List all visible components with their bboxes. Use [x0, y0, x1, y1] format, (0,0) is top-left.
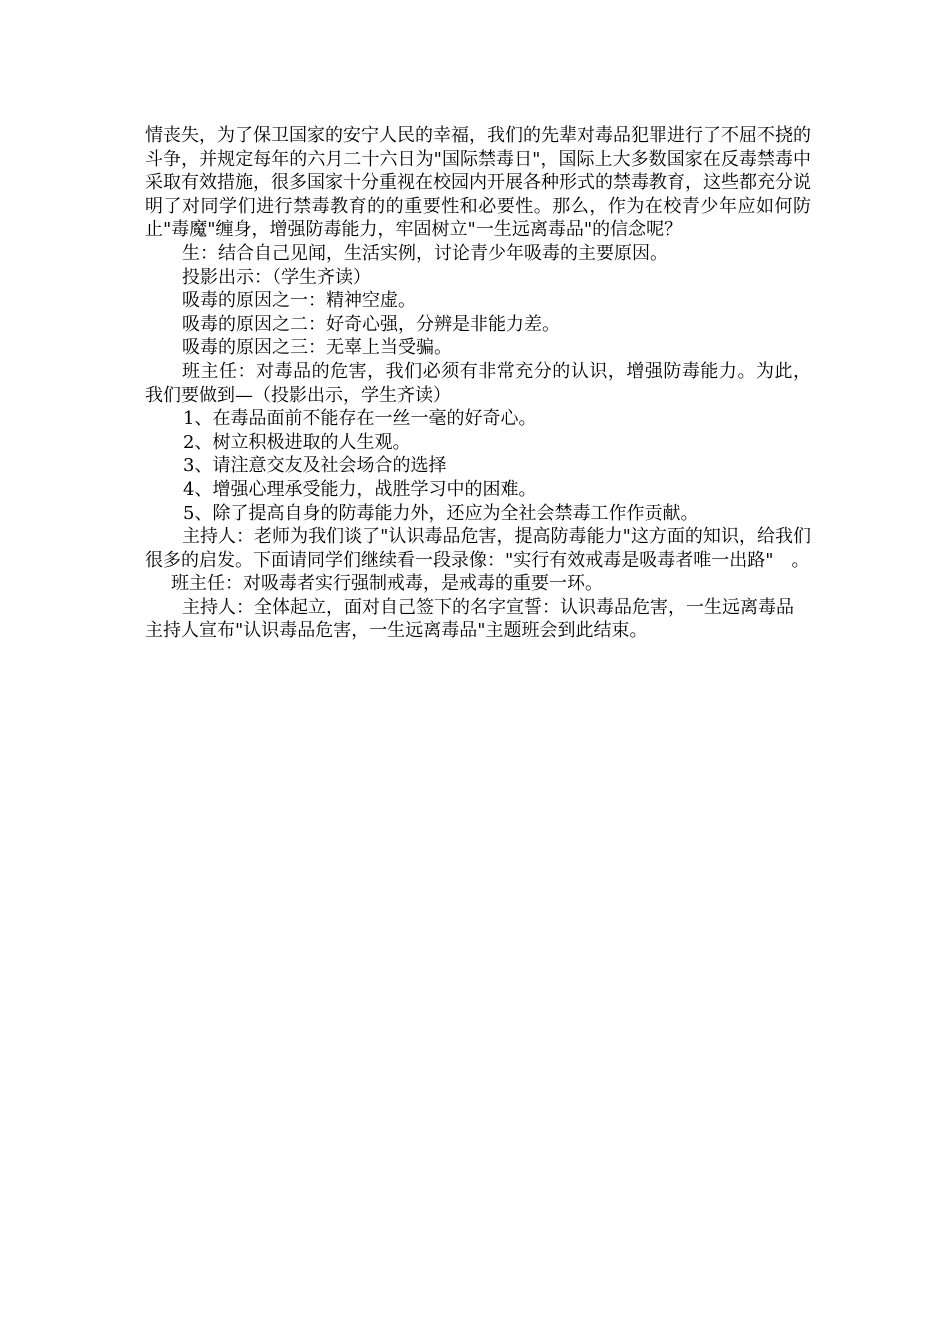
paragraph-teacher-remarks: 班主任：对毒品的危害，我们必须有非常充分的认识，增强防毒能力。为此，我们要做到—（投影出示，学生齐读） [145, 360, 811, 406]
list-item-1: 1、在毒品面前不能存在一丝一毫的好奇心。 [183, 408, 537, 430]
paragraph-reason-1: 吸毒的原因之一：精神空虚。 [182, 290, 416, 312]
paragraph-host-oath: 主持人：全体起立，面对自己签下的名字宣誓：认识毒品危害，一生远离毒品 [182, 596, 794, 618]
paragraph-host-remarks: 主持人：老师为我们谈了"认识毒品危害，提高防毒能力"这方面的知识，给我们很多的启发。下面请同学们继续看一段录像："实行有效戒毒是吸毒者唯一出路" 。 [145, 526, 811, 571]
paragraph-projection: 投影出示：（学生齐读） [182, 266, 371, 288]
list-item-2: 2、树立积极进取的人生观。 [183, 431, 411, 453]
list-item-4: 4、增强心理承受能力，战胜学习中的困难。 [183, 478, 537, 500]
paragraph-reason-2: 吸毒的原因之二：好奇心强，分辨是非能力差。 [182, 313, 560, 335]
paragraph-student-discussion: 生：结合自己见闻，生活实例，讨论青少年吸毒的主要原因。 [182, 242, 668, 264]
paragraph-teacher-rehab: 班主任：对吸毒者实行强制戒毒，是戒毒的重要一环。 [171, 573, 603, 595]
paragraph-intro: 情丧失，为了保卫国家的安宁人民的幸福，我们的先辈对毒品犯罪进行了不屈不挠的斗争，并规定每年的六月二十六日为"国际禁毒日"，国际上大多数国家在反毒禁毒中采取有效措施，很多国家十分重视在校园内开展各种形式的禁毒教育，这些都充分说明了对同学们进行禁毒教育的的重要性和必要性。那么，作为在校青少年应如何防止"毒魔"缠身，增强防毒能力，牢固树立"一生远离毒品"的信念呢？ [145, 125, 811, 241]
list-item-5: 5、除了提高自身的防毒能力外，还应为全社会禁毒工作作贡献。 [183, 502, 699, 524]
document-body [145, 124, 811, 643]
list-item-3: 3、请注意交友及社会场合的选择 [183, 455, 447, 477]
paragraph-closing: 主持人宣布"认识毒品危害，一生远离毒品"主题班会到此结束。 [145, 620, 648, 642]
paragraph-reason-3: 吸毒的原因之三：无辜上当受骗。 [182, 337, 452, 359]
